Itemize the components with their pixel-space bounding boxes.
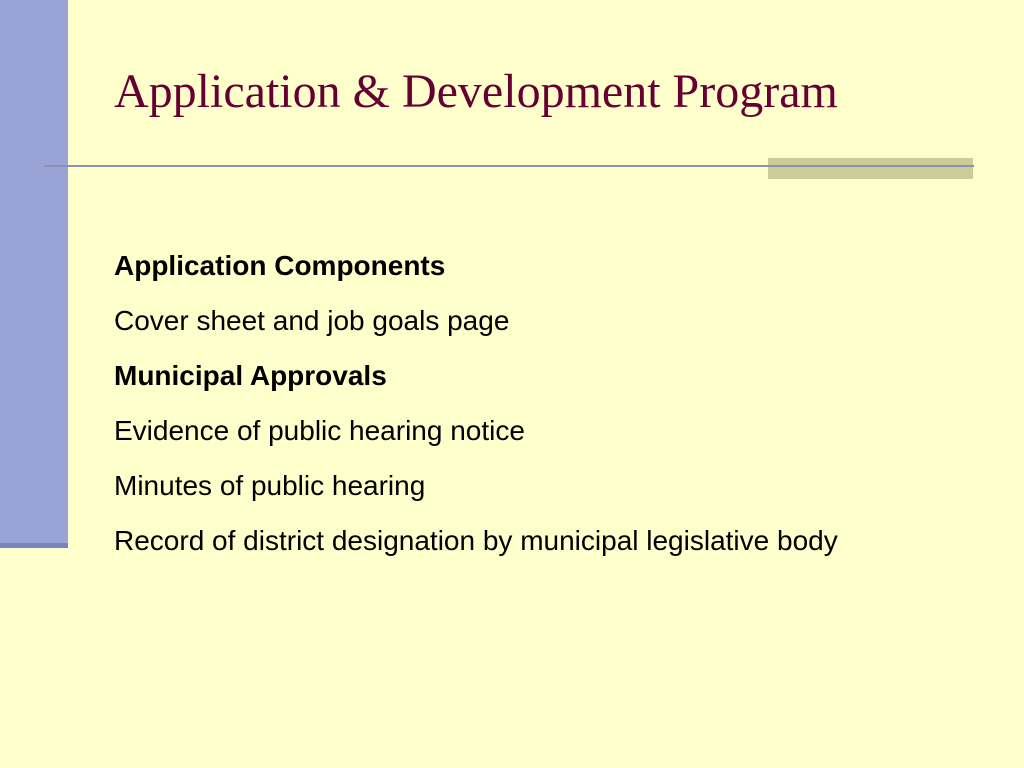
title-accent-block	[768, 158, 973, 179]
side-accent-bar	[0, 0, 68, 545]
list-item-public-hearing-notice: Evidence of public hearing notice	[114, 415, 525, 446]
list-item-cover-sheet: Cover sheet and job goals page	[114, 305, 510, 336]
slide-title: Application & Development Program	[114, 65, 838, 118]
list-item-public-hearing-minutes: Minutes of public hearing	[114, 470, 426, 501]
section-heading-application-components: Application Components	[114, 250, 446, 281]
slide-content-list	[114, 245, 838, 575]
list-item-district-designation: Record of district designation by municipal legislative body	[114, 525, 838, 556]
section-heading-municipal-approvals: Municipal Approvals	[114, 360, 387, 391]
title-divider	[44, 165, 974, 167]
side-accent-bar-edge	[0, 543, 68, 548]
